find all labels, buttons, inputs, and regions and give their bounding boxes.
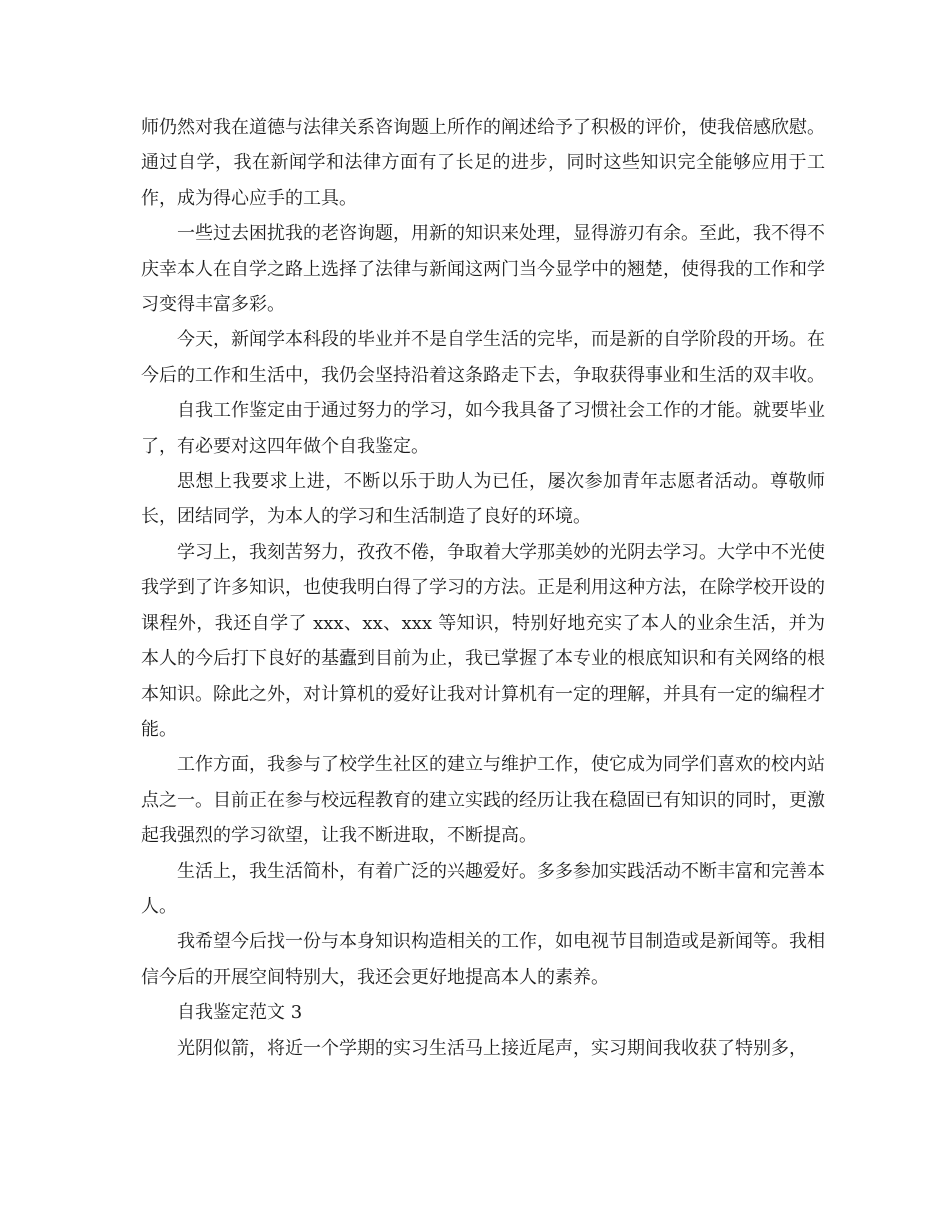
paragraph-last: 光阴似箭，将近一个学期的实习生活马上接近尾声，实习期间我收获了特别多， bbox=[177, 1037, 807, 1059]
document-body bbox=[141, 110, 825, 1066]
paragraph: 自我工作鉴定由于通过努力的学习，如今我具备了习惯社会工作的才能。就要毕业了，有必要对这四年做个自我鉴定。 bbox=[141, 400, 825, 457]
section-heading: 自我鉴定范文 3 bbox=[177, 1002, 303, 1024]
paragraph-continued: 师仍然对我在道德与法律关系咨询题上所作的阐述给予了积极的评价，使我倍感欣慰。通过自学，我在新闻学和法律方面有了长足的进步，同时这些知识完全能够应用于工作，成为得心应手的工具。 bbox=[141, 117, 825, 209]
paragraph: 学习上，我刻苦努力，孜孜不倦，争取着大学那美妙的光阴去学习。大学中不光使我学到了许多知识，也使我明白得了学习的方法。正是利用这种方法，在除学校开设的课程外，我还自学了 xxx、xx、xxx 等知识，特别好地充实了本人的业余生活，并为本人的今后打下良好的基蠹到目前为止，我已掌握了本专业的根底知识和有关网络的根本知识。除此之外，对计算机的爱好让我对计算机有一定的理解，并具有一定的编程才能。 bbox=[141, 541, 825, 740]
paragraph: 工作方面，我参与了校学生社区的建立与维护工作，使它成为同学们喜欢的校内站点之一。目前正在参与校远程教育的建立实践的经历让我在稳固已有知识的同时，更激起我强烈的学习欲望，让我不断进取，不断提高。 bbox=[141, 754, 825, 847]
paragraph: 思想上我要求上进，不断以乐于助人为已任，屡次参加青年志愿者活动。尊敬师长，团结同学，为本人的学习和生活制造了良好的环境。 bbox=[141, 471, 825, 528]
paragraph: 今天，新闻学本科段的毕业并不是自学生活的完毕，而是新的自学阶段的开场。在今后的工作和生活中，我仍会坚持沿着这条路走下去，争取获得事业和生活的双丰收。 bbox=[141, 329, 825, 386]
paragraph: 生活上，我生活简朴，有着广泛的兴趣爱好。多多参加实践活动不断丰富和完善本人。 bbox=[141, 860, 825, 917]
paragraph: 一些过去困扰我的老咨询题，用新的知识来处理，显得游刃有余。至此，我不得不庆幸本人在自学之路上选择了法律与新闻这两门当今显学中的翘楚，使得我的工作和学习变得丰富多彩。 bbox=[141, 223, 825, 316]
paragraph: 我希望今后找一份与本身知识构造相关的工作，如电视节目制造或是新闻等。我相信今后的开展空间特别大，我还会更好地提高本人的素养。 bbox=[141, 931, 825, 988]
